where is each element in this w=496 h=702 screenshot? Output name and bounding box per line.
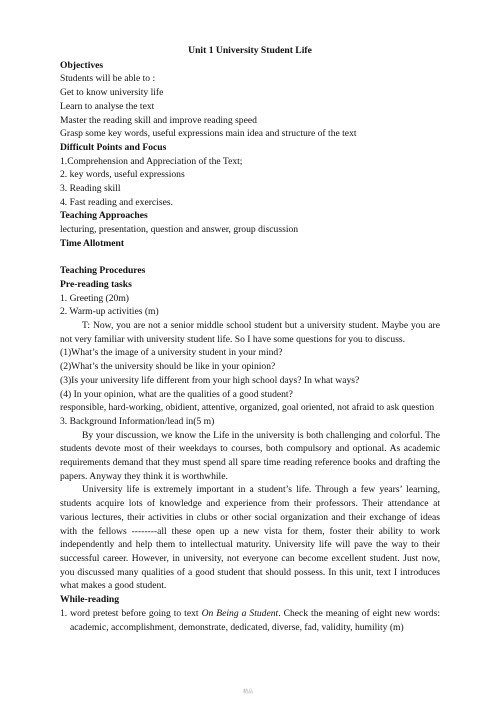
page-footer: 精品 (242, 689, 253, 695)
difficult-point-line: 1.Comprehension and Appreciation of the Text; (60, 155, 243, 167)
question-line: (1)What’s the image of a university student in your mind? (60, 347, 283, 359)
background-paragraph: By your discussion, we know the Life in the university is both challenging and colorful. The students devote most of their weekdays to courses, both compulsory and optional. As academic requirements demand that they must spend all spare time reading reference books and drafting the papers. Anyway they think it is worthwhile. (60, 429, 440, 482)
text-title: On Being a Student (201, 607, 279, 619)
question-line: (4) In your opinion, what are the qualities of a good student? (60, 388, 293, 400)
word-pretest-prefix: 1. word pretest before going to text (60, 607, 202, 619)
warmup-line: 2. Warm-up activities (m) (60, 306, 159, 318)
qualities-paragraph: responsible, hard-working, obidient, attentive, organized, goal oriented, not afraid to ask question (60, 402, 435, 414)
university-life-paragraph: University life is extremely important in a student’s life. Through a few years’ learning, students acquire lots of knowledge and experience from their professors. Their attendance at various lectures, their activities in clubs or other social organization and their exchange of ideas with the fellows --------all these open up a new vista for them, foster their ability to work independently and help them to intellectual maturity. University life will pave the way to their successful career. However, in university, not everyone can become excellent student. Just now, you discussed many qualities of a good student that should possess. In this unit, text I introduces what makes a good student. (60, 484, 440, 592)
pre-reading-heading: Pre-reading tasks (60, 278, 132, 290)
question-line: (2)What’s the university should be like in your opinion? (60, 361, 276, 373)
difficult-point-line: 2. key words, useful expressions (60, 169, 185, 181)
difficult-points-heading: Difficult Points and Focus (60, 141, 167, 153)
objectives-line: Get to know university life (60, 87, 164, 99)
blank-line (60, 251, 440, 265)
objectives-line: Students will be able to : (60, 73, 156, 85)
while-reading-heading: While-reading (60, 594, 119, 606)
time-allotment-heading: Time Allotment (60, 237, 125, 249)
document-title: Unit 1 University Student Life (188, 45, 312, 56)
objectives-line: Grasp some key words, useful expressions main idea and structure of the text (60, 128, 357, 140)
objectives-line: Learn to analyse the text (60, 100, 155, 112)
background-line: 3. Background Information/lead in(5 m) (60, 415, 215, 427)
difficult-point-line: 4. Fast reading and exercises. (60, 196, 173, 208)
objectives-line: Master the reading skill and improve reading speed (60, 114, 257, 126)
question-line: (3)Is your university life different from your high school days? In what ways? (60, 374, 360, 386)
greeting-line: 1. Greeting (20m) (60, 292, 130, 304)
objectives-heading: Objectives (60, 59, 104, 71)
approaches-text: lecturing, presentation, question and answer, group discussion (60, 224, 299, 236)
word-pretest-suffix: . Check the meaning of eight new words: academic, accomplishment, demonstrate, dedicated, diverse, fad, validity, humility (m) (70, 607, 440, 633)
teaching-procedures-heading: Teaching Procedures (60, 265, 146, 277)
teacher-paragraph: T: Now, you are not a senior middle school student but a university student. Maybe you are not very familiar with university student life. So I have some questions for you to discuss. (60, 320, 440, 345)
difficult-point-line: 3. Reading skill (60, 183, 121, 195)
word-pretest-item (60, 607, 440, 634)
approaches-heading: Teaching Approaches (60, 210, 148, 222)
